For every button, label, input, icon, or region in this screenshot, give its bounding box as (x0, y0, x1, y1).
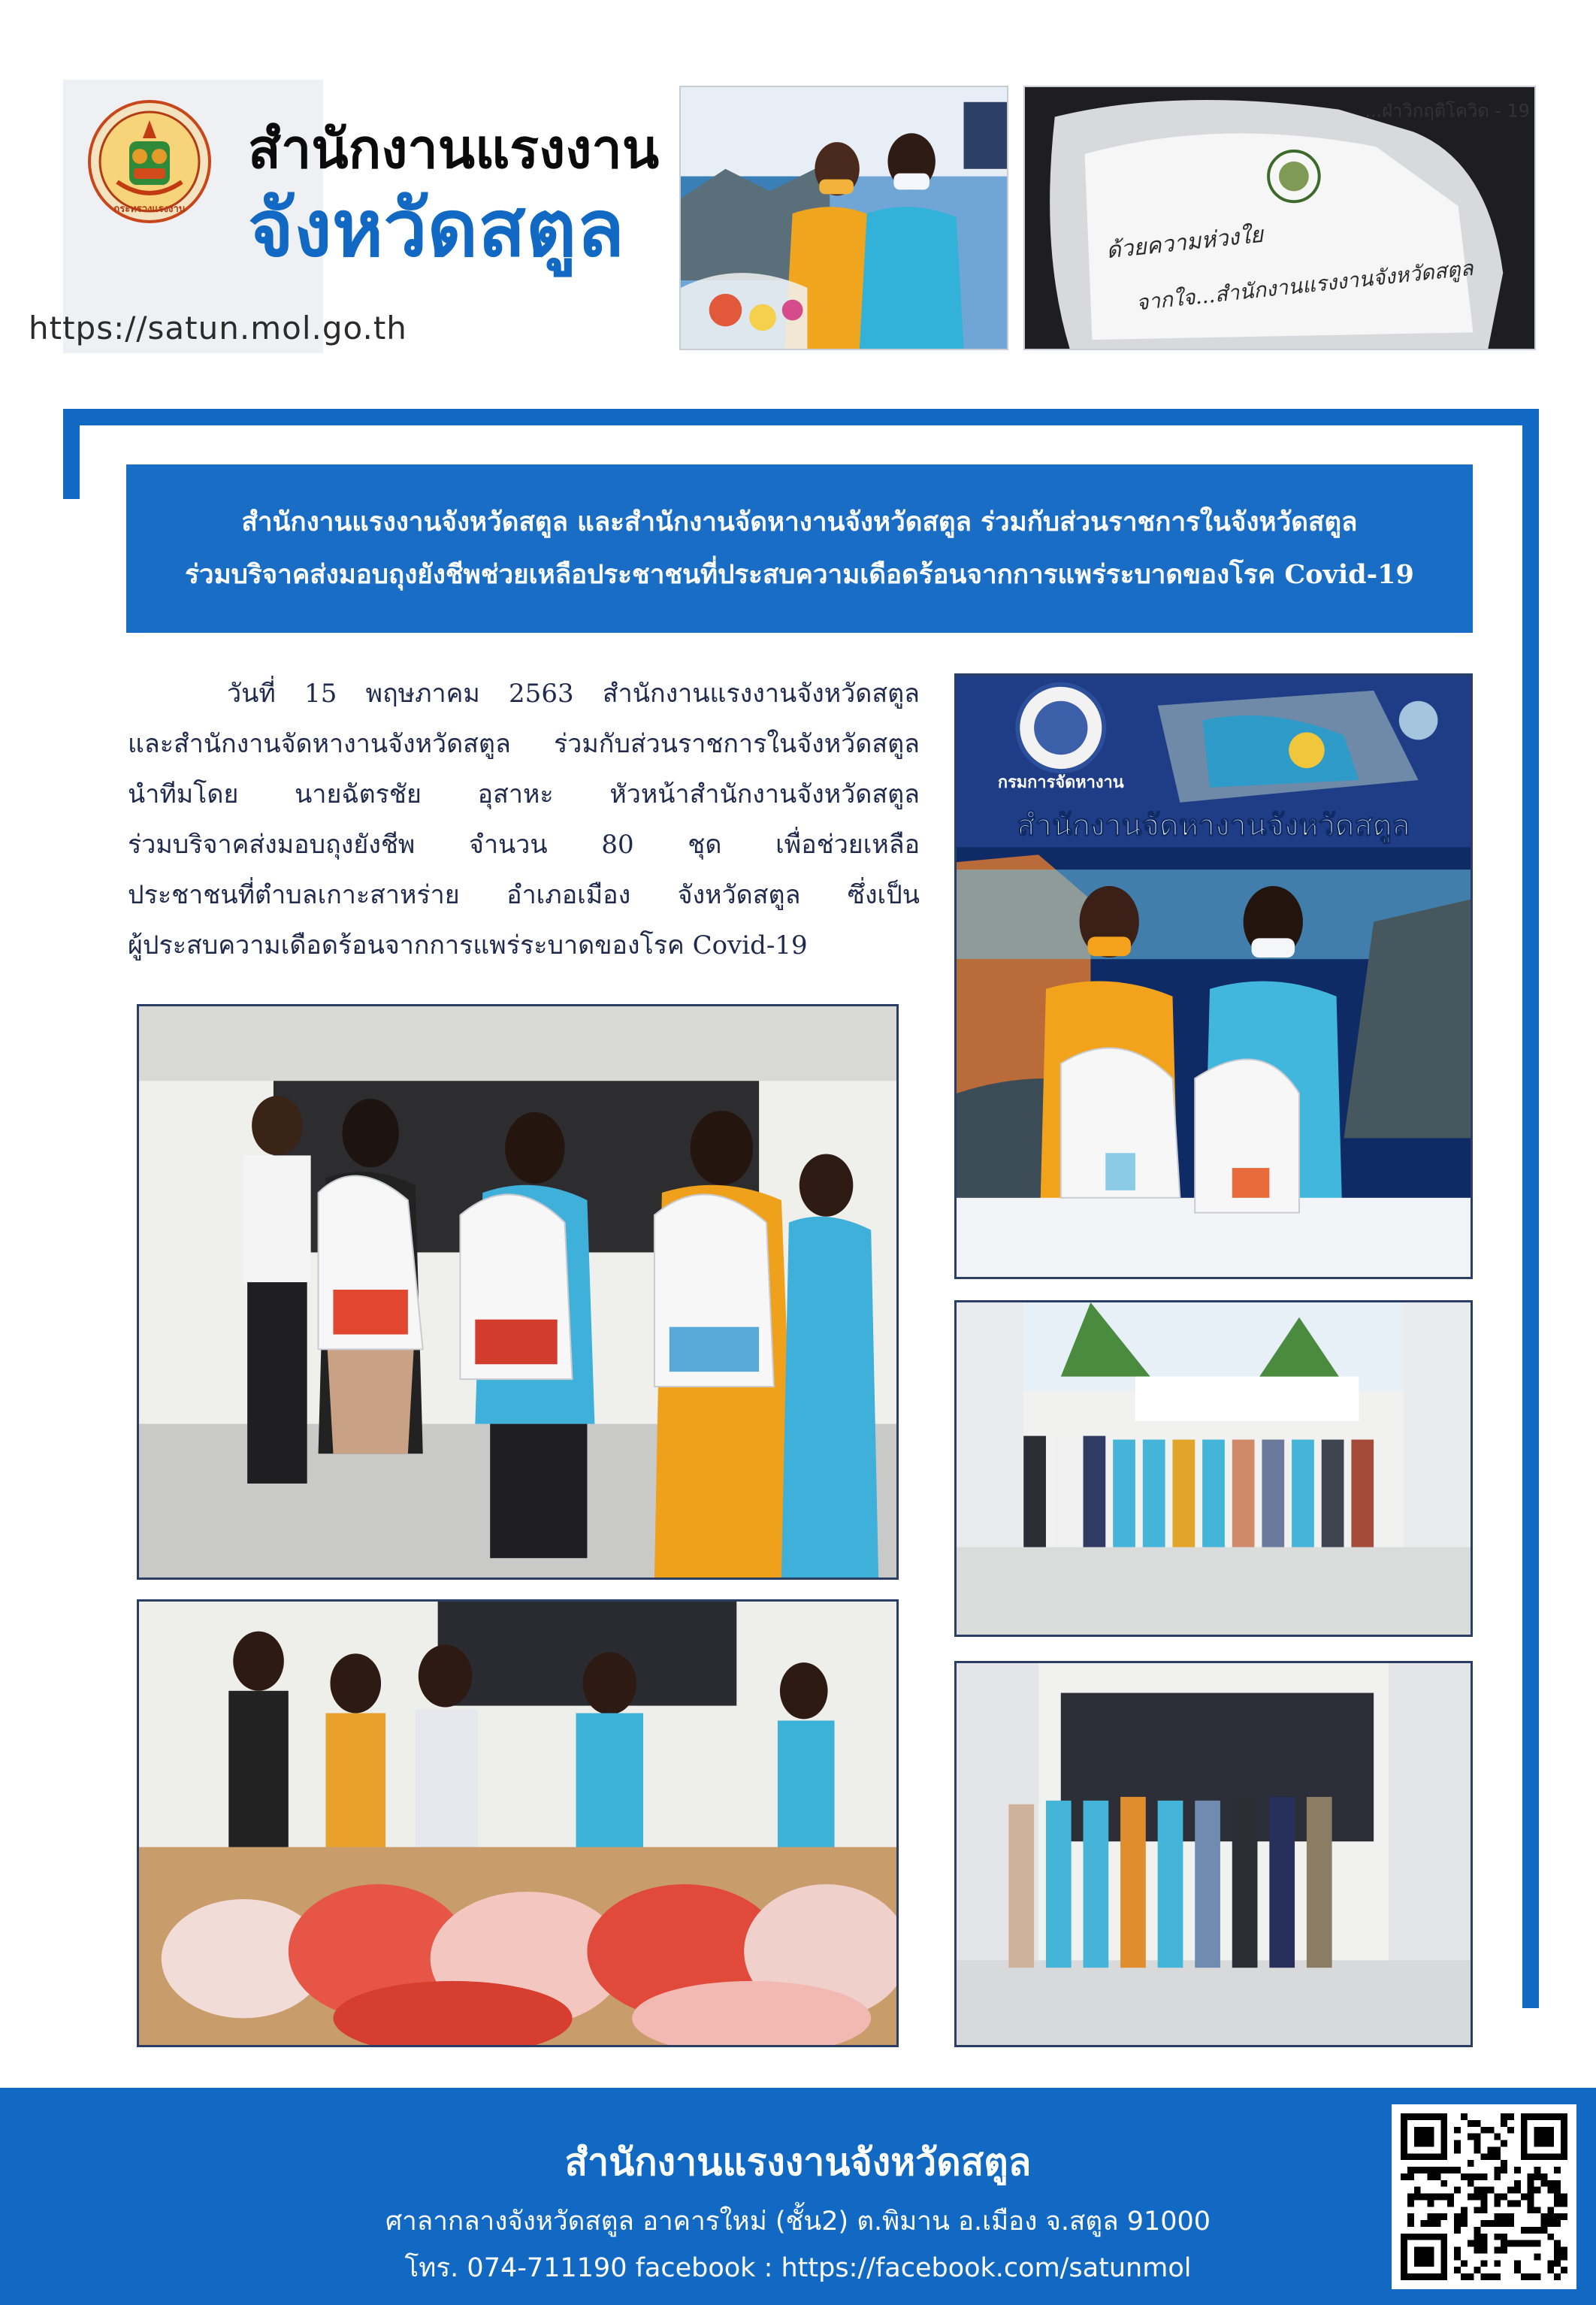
footer-title: สำนักงานแรงงานจังหวัดสตูล (564, 2140, 1032, 2184)
footer (0, 2088, 1596, 2305)
body-line: ร่วมบริจาคส่งมอบถุงยังชีพ จำนวน 80 ชุด เพื่อช่วยเหลือ (128, 830, 920, 860)
qr-code[interactable] (1392, 2104, 1576, 2289)
seal-caption: กระทรวงแรงงาน (113, 204, 186, 215)
footer-address: ศาลากลางจังหวัดสตูล อาคารใหม่ (ชั้น2) ต.พิมาน อ.เมือง จ.สตูล 91000 (385, 2207, 1211, 2237)
frame-right-bar (1522, 409, 1539, 2008)
bag-note-line2: จากใจ...สำนักงานแรงงานจังหวัดสตูล (1135, 255, 1475, 316)
bag-top-text: ...ฝ่าวิกฤติโควิด - 19 (1365, 100, 1530, 122)
organization-name-line1: สำนักงานแรงงาน (248, 117, 660, 180)
photo-group-entrance (954, 1661, 1473, 2047)
headline-banner (126, 464, 1473, 633)
frame-left-bar (63, 409, 80, 499)
body-line: วันที่ 15 พฤษภาคม 2563 สำนักงานแรงงานจังหวัดสตูล (227, 679, 920, 709)
photo-bags-pile (137, 1599, 899, 2047)
body-line: ประชาชนที่ตำบลเกาะสาหร่าย อำเภอเมือง จังหวัดสตูล ซึ่งเป็น (128, 880, 920, 910)
body-line: และสำนักงานจัดหางานจังหวัดสตูล ร่วมกับส่วนราชการในจังหวัดสตูล (128, 729, 920, 759)
headline-line2: ร่วมบริจาคส่งมอบถุงยังชีพช่วยเหลือประชาชนที่ประสบความเดือดร้อนจากการแพร่ระบาดของโรค Covid-19 (185, 559, 1414, 590)
backdrop-title: สำนักงานจัดหางานจังหวัดสตูล (1017, 808, 1410, 843)
frame-top-bar (63, 409, 1539, 425)
header-photo-bag-note (1023, 86, 1536, 350)
ministry-seal-logo (87, 99, 212, 224)
photo-backdrop-officials (954, 673, 1473, 1279)
body-line: ผู้ประสบความเดือดร้อนจากการแพร่ระบาดของโรค Covid-19 (128, 930, 808, 960)
bag-note-line1: ด้วยความห่วงใย (1105, 221, 1265, 265)
photo-group-outdoor (954, 1300, 1473, 1637)
website-url[interactable]: https://satun.mol.go.th (29, 310, 407, 346)
body-line: นำทีมโดย นายฉัตรชัย อุสาหะ หัวหน้าสำนักงานจังหวัดสตูล (128, 779, 920, 809)
photo-group-holding-bags (137, 1004, 899, 1580)
news-body (128, 669, 920, 971)
footer-contact[interactable]: โทร. 074-711190 facebook : https://facebook.com/satunmol (404, 2253, 1192, 2283)
header-photo-officials (679, 86, 1008, 350)
backdrop-seal-caption: กรมการจัดหางาน (997, 773, 1124, 792)
headline-line1: สำนักงานแรงงานจังหวัดสตูล และสำนักงานจัดหางานจังหวัดสตูล ร่วมกับส่วนราชการในจังหวัดสตูล (241, 507, 1358, 537)
entrance-people (1008, 1797, 1332, 1968)
organization-name-line2: จังหวัดสตูล (248, 183, 624, 274)
